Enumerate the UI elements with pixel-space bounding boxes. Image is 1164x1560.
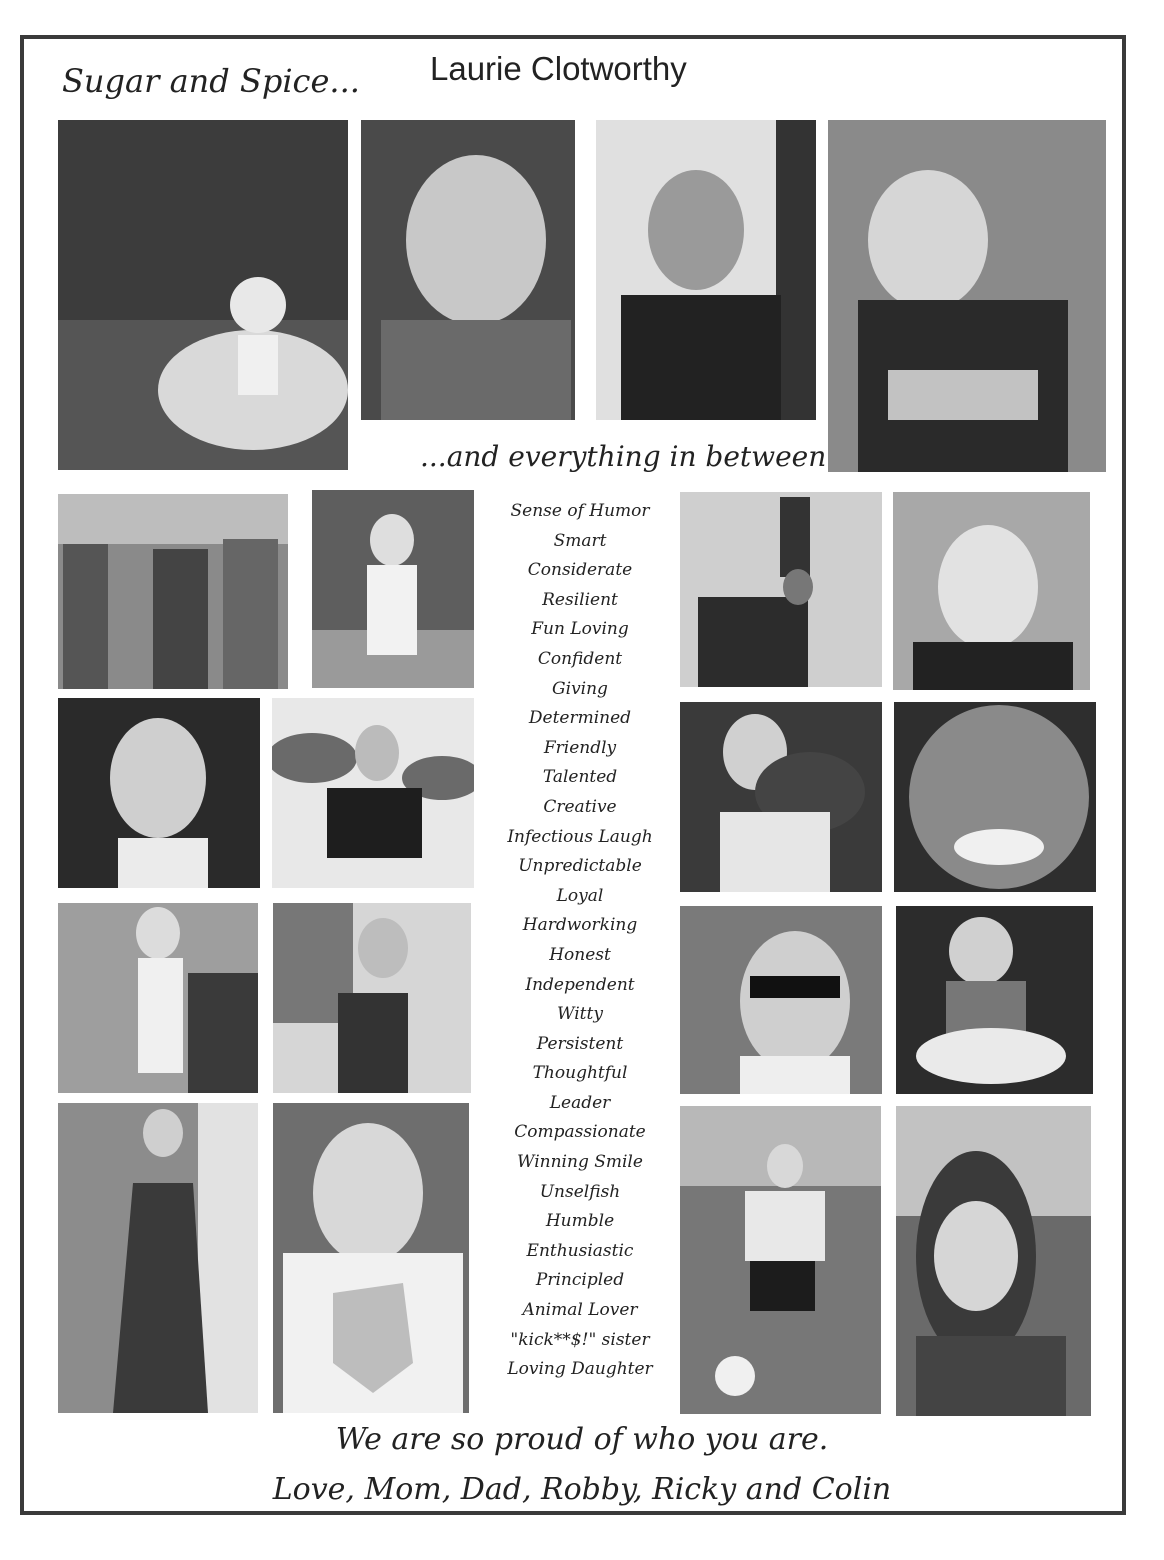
trait-item: Infectious Laugh [507,826,653,847]
school-portrait-photo [893,492,1090,690]
formal-gown-photo [58,1103,258,1413]
trait-item: Determined [528,708,632,729]
closing-signature: Love, Mom, Dad, Robby, Ricky and Colin [272,1472,892,1507]
trait-item: Enthusiastic [526,1240,634,1261]
ballerina-photo [58,120,348,470]
trait-item: Friendly [543,737,617,758]
trait-item: Winning Smile [517,1152,643,1173]
face-paint-girl-photo [596,120,816,420]
trait-item: Persistent [536,1033,624,1054]
page-title-script: Sugar and Spice... [62,62,360,100]
page-title-name: Laurie Clotworthy [430,50,687,87]
trait-item: Hardworking [522,915,638,936]
toddler-standing-photo [58,903,258,1093]
trait-item: Fun Loving [531,619,629,640]
trait-item: Confident [537,648,623,669]
trait-item: Resilient [542,589,618,610]
trait-item: Loving Daughter [507,1359,653,1380]
trait-item: Smart [553,530,607,551]
soccer-player-photo [680,1106,881,1414]
trait-item: Animal Lover [522,1300,638,1321]
trait-item: Creative [543,796,617,817]
girl-portrait-photo [58,698,260,888]
drummer-photo [272,698,474,888]
senior-portrait-photo [896,1106,1091,1416]
top-hat-podium-photo [680,492,882,687]
trait-item: Giving [552,678,608,699]
closing-message: We are so proud of who you are. [335,1422,829,1457]
trait-item: Compassionate [514,1122,646,1143]
girl-with-dog-photo [680,702,882,892]
toddler-hat-photo [312,490,474,688]
trait-item: Sense of Humor [510,501,650,521]
trait-item: Considerate [527,560,633,581]
trait-item: Talented [542,767,618,788]
trait-item: Principled [535,1270,625,1291]
award-plaque-photo [273,1103,469,1413]
trait-item: Honest [549,944,611,965]
toddler-beach-photo [273,903,471,1093]
trait-item: Leader [549,1092,611,1113]
kings-jersey-photo [828,120,1106,472]
trait-item: Unselfish [539,1181,621,1202]
trait-item: Independent [525,974,635,995]
trait-item: Loyal [556,885,604,906]
sunglasses-girl-photo [680,906,882,1094]
smiling-girl-closeup-photo [361,120,575,420]
face-paint-closeup-photo [894,702,1096,892]
baby-headband-photo [896,906,1093,1094]
trait-item: Thoughtful [532,1063,628,1084]
tagline: ...and everything in between [420,440,827,473]
trait-item: Humble [545,1211,615,1232]
family-group-photo [58,494,288,689]
trait-item: Witty [557,1004,603,1025]
trait-item: "kick**$!" sister [510,1329,650,1350]
trait-item: Unpredictable [518,856,642,877]
traits-list [480,497,680,1385]
